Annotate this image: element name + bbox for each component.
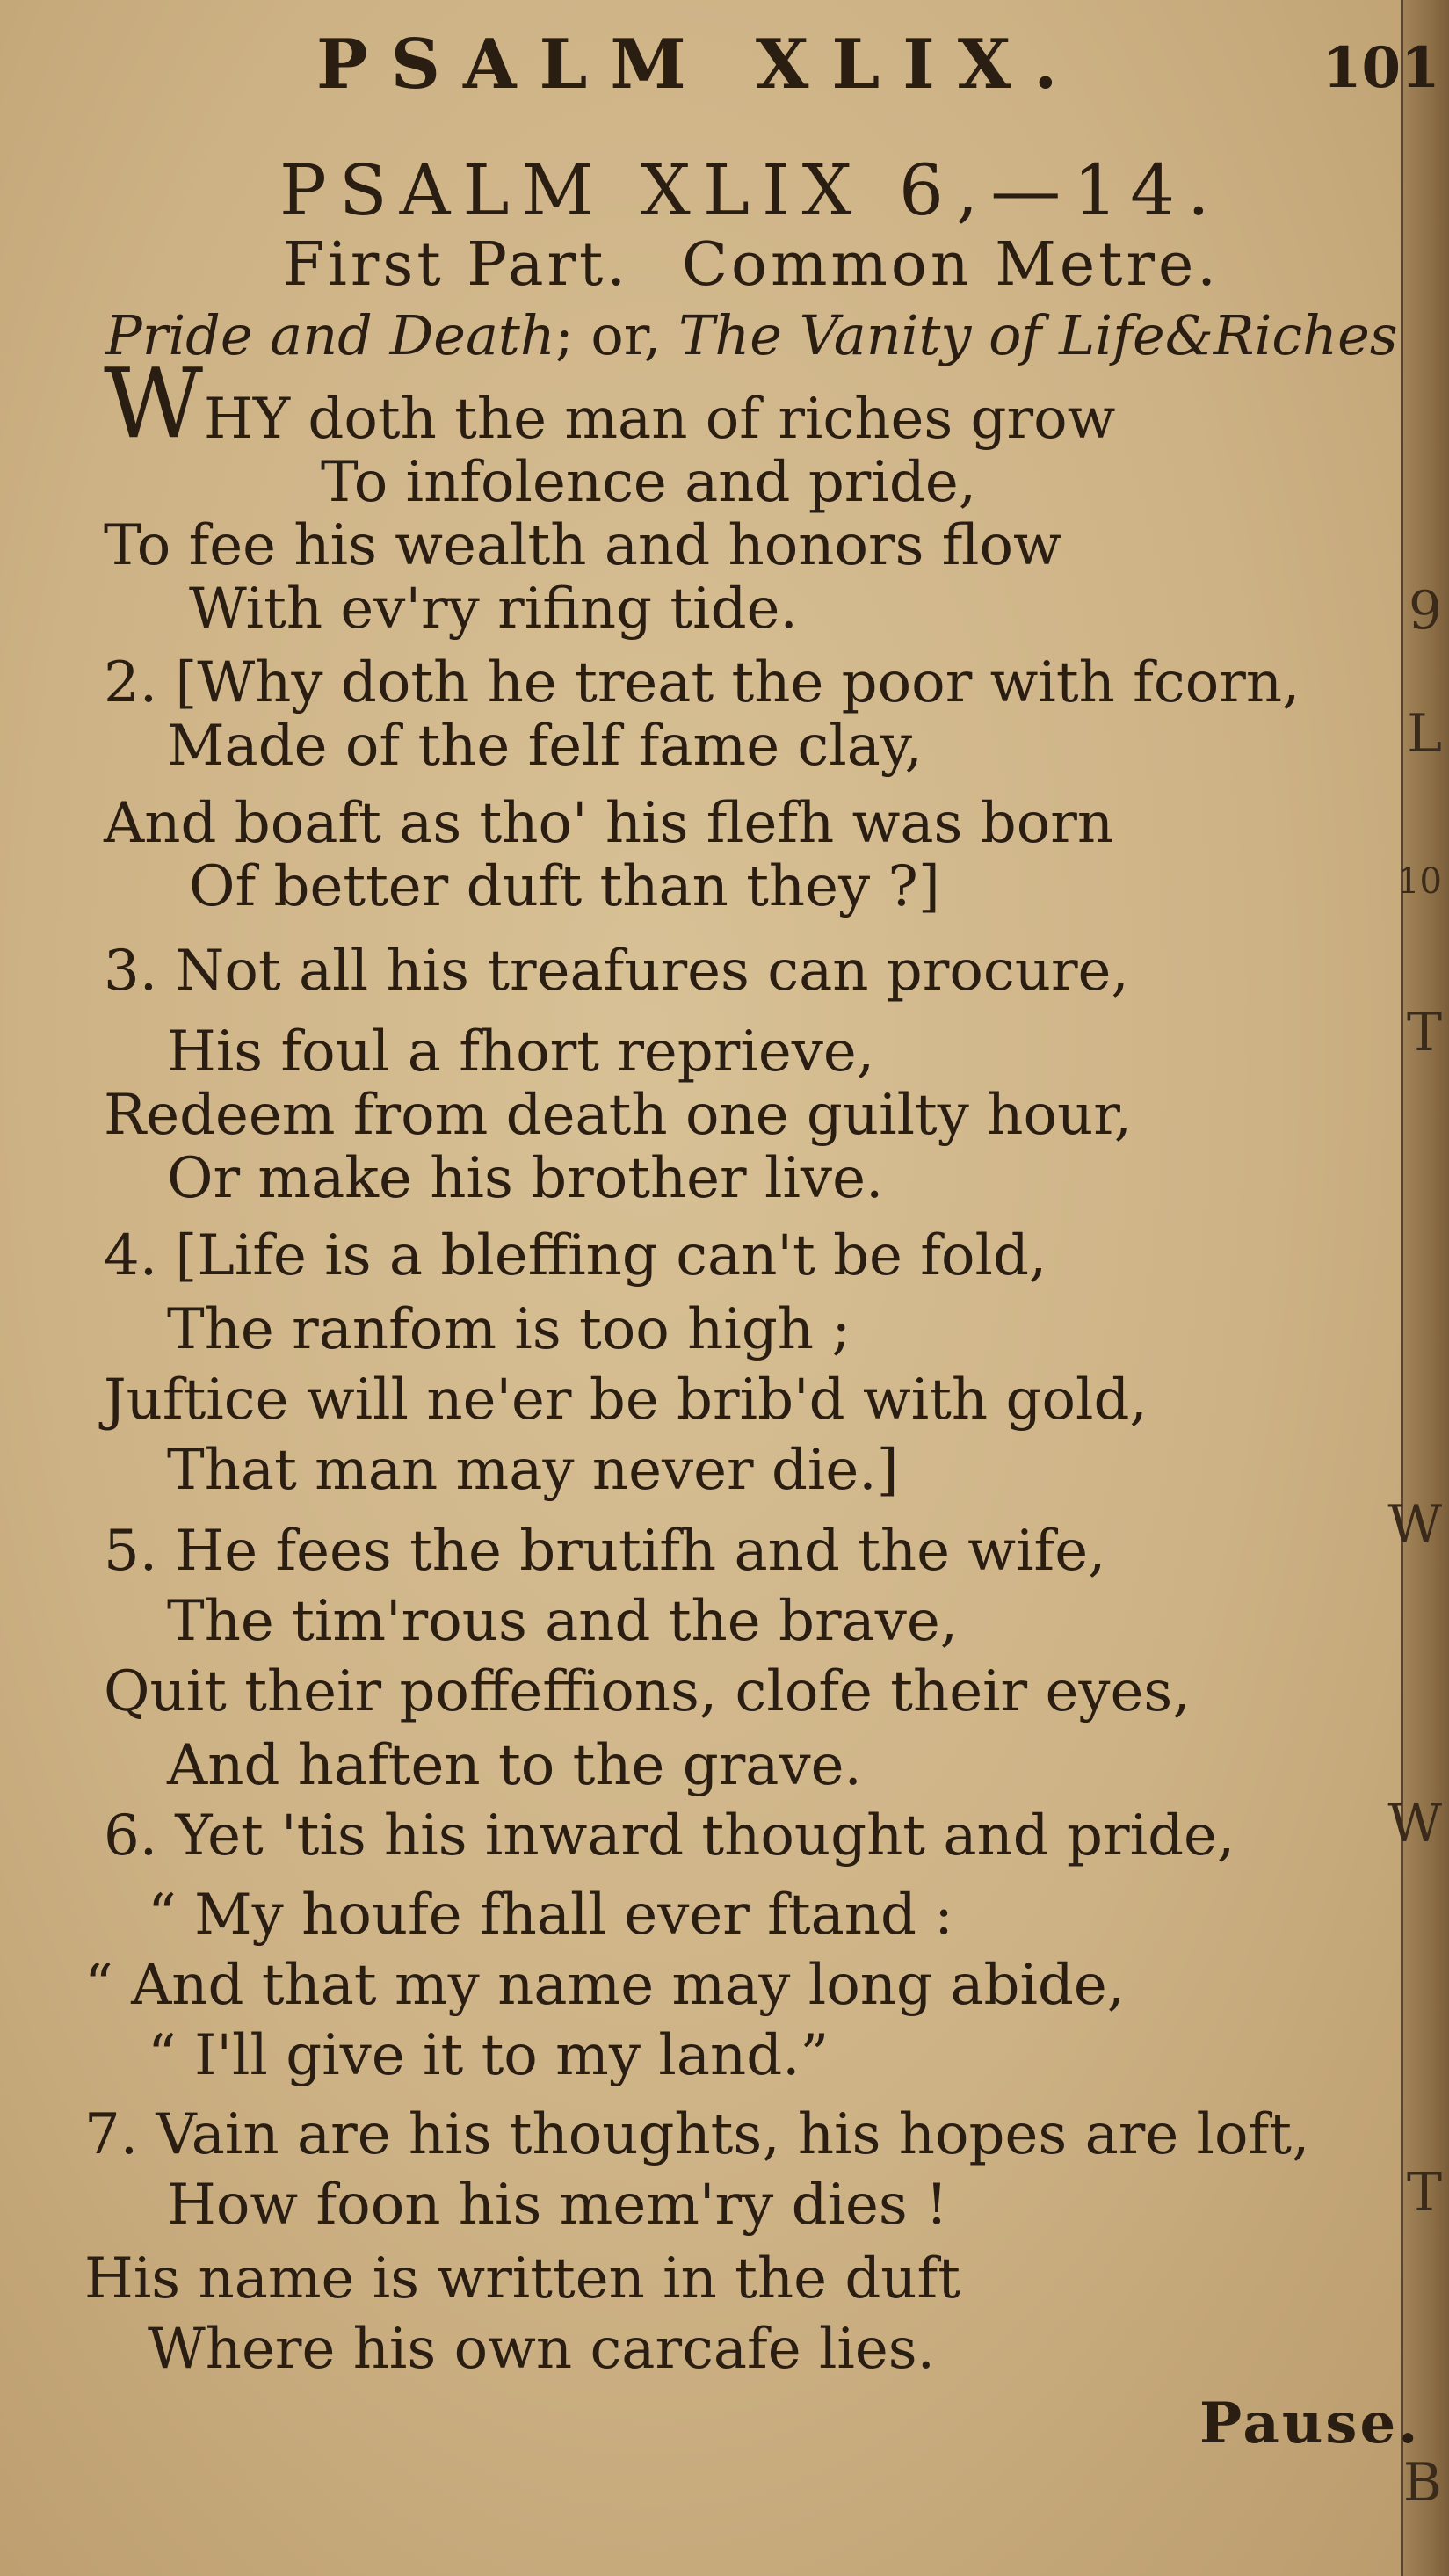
running-header-title: PSALM XLIX. bbox=[316, 25, 1081, 105]
verse-line: How foon his mem'ry dies ! bbox=[167, 2173, 948, 2238]
verse-line: 2. [Why doth he treat the poor with fcorn, bbox=[104, 650, 1300, 715]
verse-line: His foul a fhort reprieve, bbox=[167, 1020, 875, 1085]
verse-line: 5. He fees the brutifh and the wife, bbox=[104, 1519, 1106, 1584]
verse-line: To fee his wealth and honors flow bbox=[104, 513, 1061, 578]
psalm-title: PSALM XLIX 6,—14. bbox=[279, 149, 1222, 231]
edge-bleed-text: T bbox=[1406, 1002, 1442, 1063]
verse-line: Redeem from death one guilty hour, bbox=[104, 1083, 1133, 1148]
verse-line: “ And that my name may long abide, bbox=[84, 1953, 1126, 2018]
subtitle-part-b: The Vanity of Life&Riches bbox=[677, 303, 1398, 367]
page-binding-edge bbox=[1387, 0, 1449, 2576]
psalm-subtitle bbox=[105, 303, 1398, 367]
subtitle-connector: ; or, bbox=[554, 303, 662, 367]
verse-line: Of better duft than they ?] bbox=[189, 854, 940, 919]
subtitle-part-a: Pride and Death bbox=[105, 303, 555, 367]
verse-line: And haften to the grave. bbox=[167, 1733, 862, 1798]
verse-line: 4. [Life is a bleffing can't be fold, bbox=[104, 1223, 1047, 1288]
verse-line: With ev'ry rifing tide. bbox=[189, 577, 798, 642]
edge-bleed-text: L bbox=[1407, 703, 1442, 765]
page-number: 101 bbox=[1322, 35, 1440, 101]
catchword: Pause. bbox=[1199, 2391, 1421, 2456]
verse-line: Or make his brother live. bbox=[167, 1146, 884, 1211]
verse-line: “ I'll give it to my land.” bbox=[148, 2023, 830, 2088]
verse-line: The ranfom is too high ; bbox=[167, 1297, 851, 1362]
edge-bleed-text: W bbox=[1387, 1793, 1442, 1854]
metre-label: Common Metre. bbox=[681, 230, 1220, 300]
edge-bleed-text: 10 bbox=[1397, 861, 1442, 902]
verse-line: Where his own carcafe lies. bbox=[148, 2317, 935, 2382]
edge-bleed-text: W bbox=[1387, 1494, 1442, 1556]
edge-bleed-text: T bbox=[1406, 2162, 1442, 2224]
verse-line: Quit their poffeffions, clofe their eyes, bbox=[104, 1659, 1191, 1724]
verse-line: Made of the felf fame clay, bbox=[167, 714, 923, 779]
verse-line: 6. Yet 'tis his inward thought and pride, bbox=[104, 1803, 1235, 1869]
drop-cap-letter: W bbox=[104, 347, 204, 460]
verse-line: His name is written in the duft bbox=[84, 2246, 960, 2311]
verse-line: That man may never die.] bbox=[167, 1438, 899, 1503]
verse-line: And boaft as tho' his flefh was born bbox=[104, 791, 1114, 856]
verse-line: Juftice will ne'er be brib'd with gold, bbox=[104, 1368, 1148, 1433]
part-metre-line bbox=[283, 230, 1220, 300]
verse-line: 7. Vain are his thoughts, his hopes are loft, bbox=[84, 2102, 1310, 2167]
verse-line: 3. Not all his treafures can procure, bbox=[104, 939, 1129, 1004]
edge-bleed-text: B bbox=[1402, 2452, 1442, 2514]
verse-line: To infolence and pride, bbox=[321, 450, 977, 515]
edge-bleed-text: 9 bbox=[1408, 580, 1442, 642]
verse-line: The tim'rous and the brave, bbox=[167, 1589, 959, 1654]
verse-line: HY doth the man of riches grow bbox=[204, 387, 1116, 452]
verse-line: “ My houfe fhall ever ftand : bbox=[148, 1883, 953, 1948]
part-label: First Part. bbox=[283, 230, 629, 300]
